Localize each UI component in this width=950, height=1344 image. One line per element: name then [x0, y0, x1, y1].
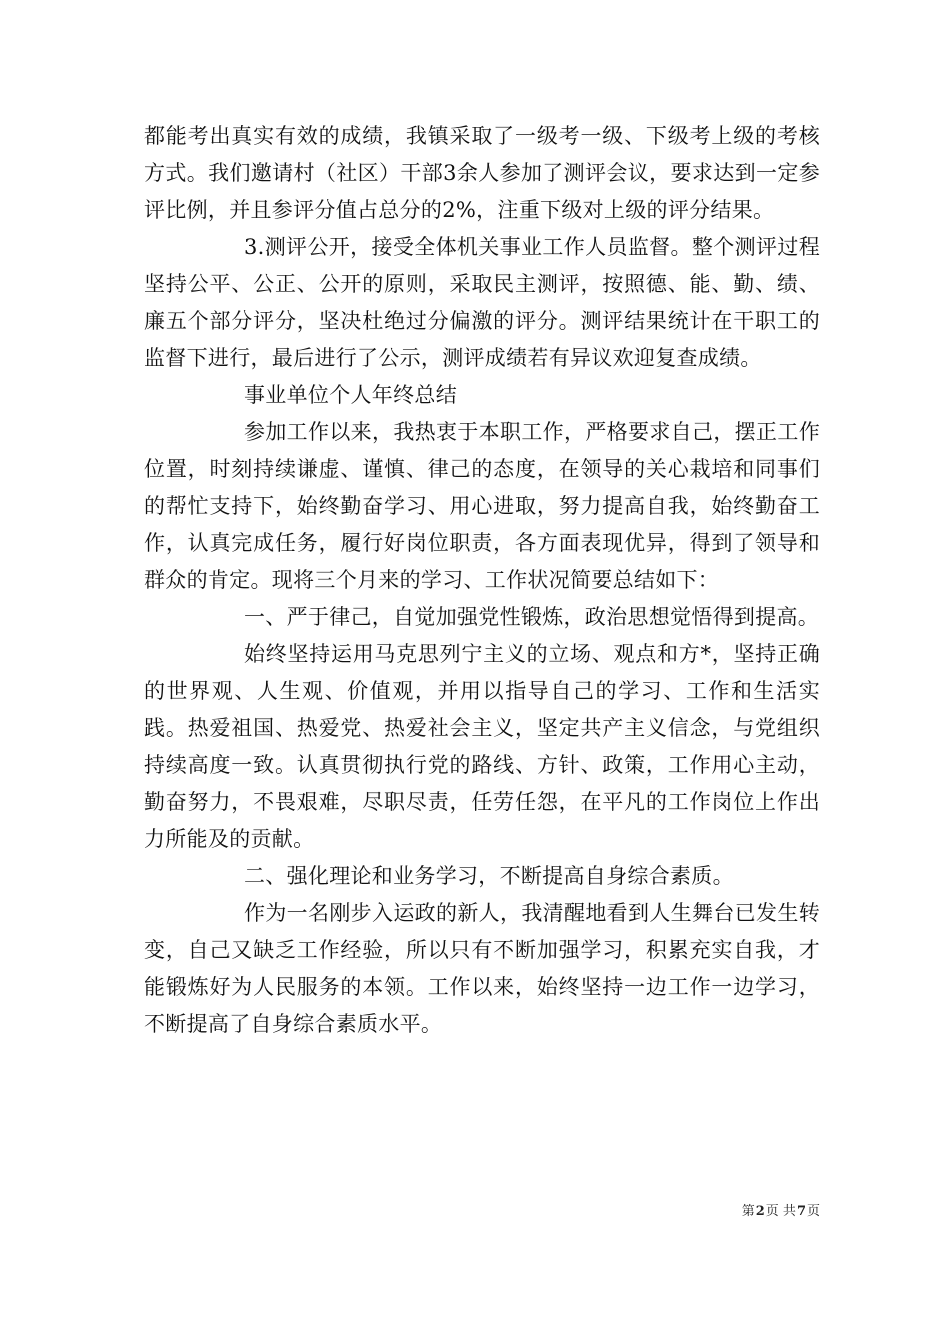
- heading-study: 二、强化理论和业务学习，不断提高自身综合素质。: [244, 864, 734, 888]
- page-number: [700, 1203, 820, 1221]
- current-page-number: 2: [755, 1204, 765, 1219]
- paragraph-study: 作为一名刚步入运政的新人，我清醒地看到人生舞台已发生转变，自己又缺乏工作经验，所以只有不断加强学习，积累充实自我，才能锻炼好为人民服务的本领。工作以来，始终坚持一边工作一边学习，不断提高了自身综合素质水平。: [144, 901, 820, 1036]
- total-pages-number: 7: [796, 1204, 806, 1219]
- paragraph-assessment-method: 都能考出真实有效的成绩，我镇采取了一级考一级、下级考上级的考核方式。我们邀请村（社区）干部3余人参加了测评会议，要求达到一定参评比例，并且参评分值占总分的2%，注重下级对上级的评分结果。: [144, 124, 820, 222]
- paragraph-intro: 参加工作以来，我热衷于本职工作，严格要求自己，摆正工作位置，时刻持续谦虚、谨慎、律己的态度，在领导的关心栽培和同事们的帮忙支持下，始终勤奋学习、用心进取，努力提高自我，始终勤奋工作，认真完成任务，履行好岗位职责，各方面表现优异，得到了领导和群众的肯定。现将三个月来的学习、工作状况简要总结如下：: [144, 420, 820, 592]
- paragraph-political-thought: 始终坚持运用马克思列宁主义的立场、观点和方*，坚持正确的世界观、人生观、价值观，并用以指导自己的学习、工作和生活实践。热爱祖国、热爱党、热爱社会主义，坚定共产主义信念，与党组织持续高度一致。认真贯彻执行党的路线、方针、政策，工作用心主动，勤奋努力，不畏艰难，尽职尽责，任劳任怨，在平凡的工作岗位上作出力所能及的贡献。: [144, 642, 820, 851]
- section-title: 事业单位个人年终总结: [244, 383, 457, 407]
- page-prefix: 第: [741, 1204, 755, 1219]
- page-suffix: 页: [806, 1204, 820, 1219]
- document-body: [144, 118, 820, 1043]
- page-middle: 页 共: [765, 1204, 796, 1219]
- heading-self-discipline: 一、严于律己，自觉加强党性锻炼，政治思想觉悟得到提高。: [244, 605, 820, 629]
- paragraph-public-evaluation: 3.测评公开，接受全体机关事业工作人员监督。整个测评过程坚持公平、公正、公开的原则，采取民主测评，按照德、能、勤、绩、廉五个部分评分，坚决杜绝过分偏激的评分。测评结果统计在干职工的监督下进行，最后进行了公示，测评成绩若有异议欢迎复查成绩。: [144, 235, 820, 370]
